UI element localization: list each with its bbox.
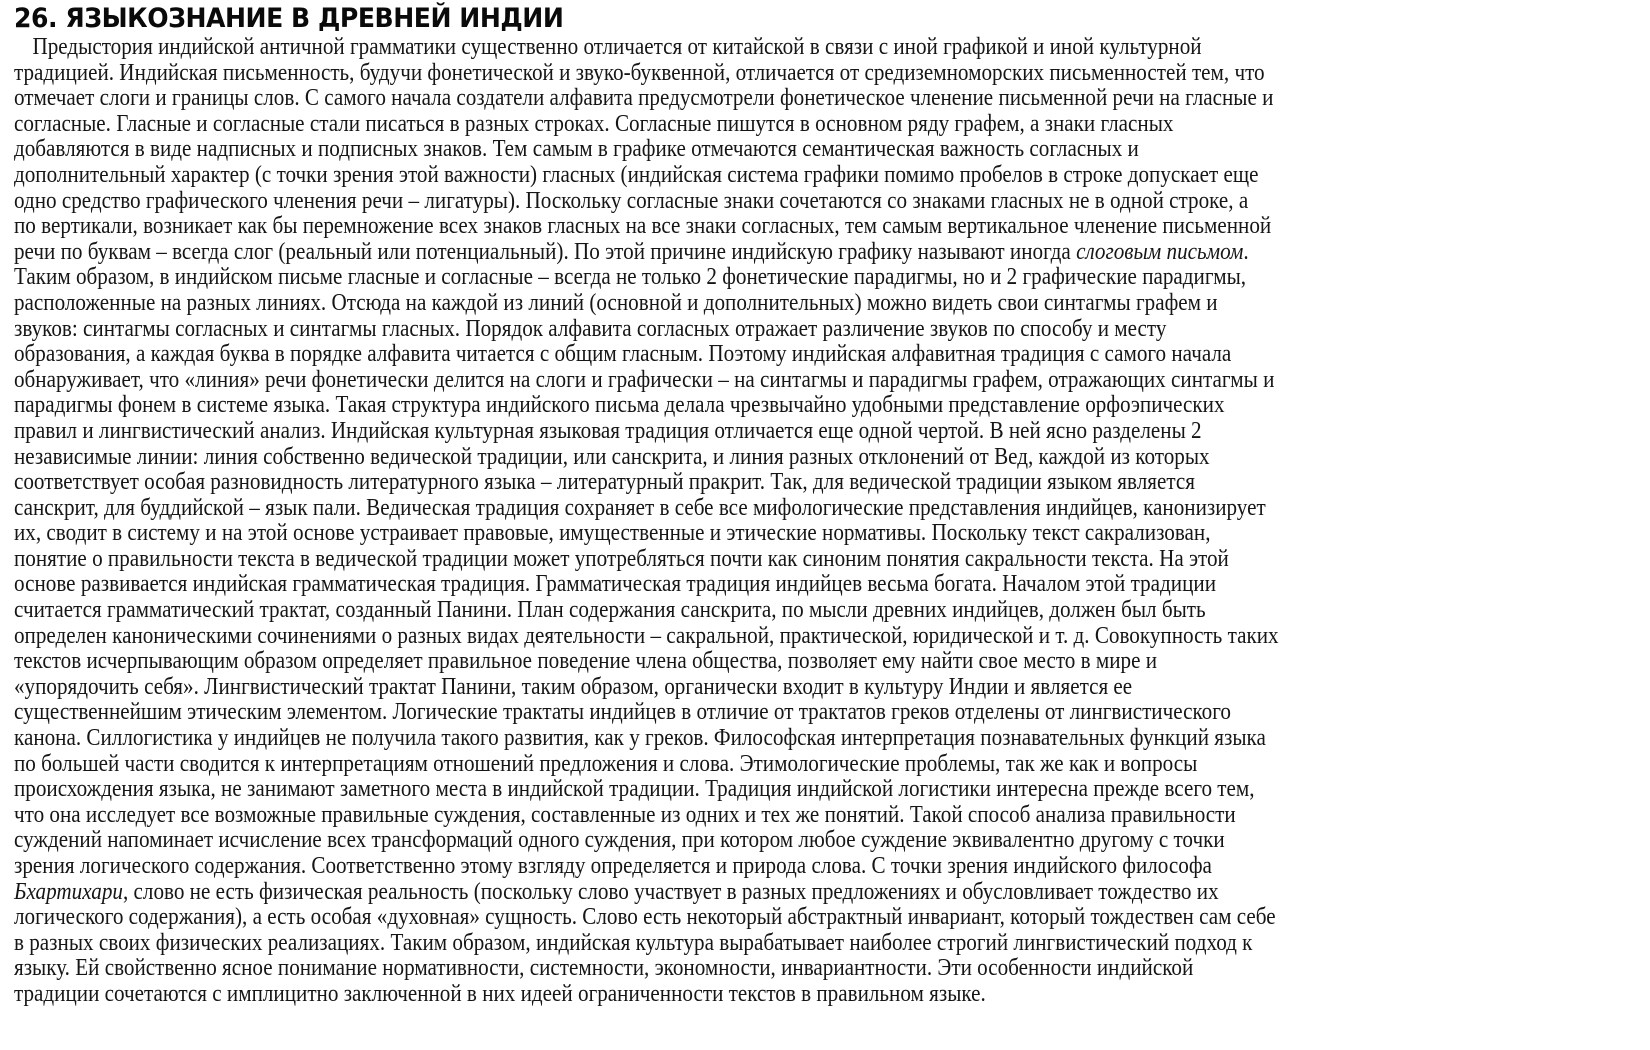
section-heading: 26. ЯЗЫКОЗНАНИЕ В ДРЕВНЕЙ ИНДИИ: [14, 3, 564, 34]
text-line: образования, а каждая буква в порядке алфавита читается с общим гласным. Поэтому индийская алфавитная традиция с самого начала: [14, 341, 1232, 368]
text-line: традицией. Индийская письменность, будучи фонетической и звуко-буквенной, отличается от средиземноморских письменностей тем, что: [14, 59, 1265, 86]
text-line: основе развивается индийская грамматическая традиция. Грамматическая традиция индийцев весьма богата. Началом этой традиции: [14, 571, 1217, 598]
text-line: традиции сочетаются с имплицитно заключенной в них идеей ограниченности текстов в правильном языке.: [14, 980, 986, 1007]
text-line: по большей части сводится к интерпретациям отношений предложения и слова. Этимологические проблемы, так же как и вопросы: [14, 750, 1198, 777]
text-line: считается грамматический трактат, созданный Панини. План содержания санскрита, по мысли древних индийцев, должен был быть: [14, 597, 1206, 624]
paragraph: [14, 35, 1644, 1008]
text-line: определен каноническими сочинениями о разных видах деятельности – сакральной, практической, юридической и т. д. Совокупность таких: [14, 622, 1279, 649]
text-line: правил и лингвистический анализ. Индийская культурная языковая традиция отличается еще одной чертой. В ней ясно разделены 2: [14, 417, 1202, 444]
text-line: существеннейшим этическим элементом. Логические трактаты индийцев в отличие от трактатов греков отделены от лингвистического: [14, 699, 1231, 726]
text-line: санскрит, для буддийской – язык пали. Ведическая традиция сохраняет в себе все мифологические представления индийцев, канонизирует: [14, 494, 1266, 521]
text-line: звуков: синтагмы согласных и синтагмы гласных. Порядок алфавита согласных отражает различение звуков по способу и месту: [14, 315, 1167, 342]
text-line: парадигмы фонем в системе языка. Такая структура индийского письма делала чрезвычайно удобными представление орфоэпических: [14, 392, 1225, 419]
text-line: независимые линии: линия собственно ведической традиции, или санскрита, и линия разных отклонений от Вед, каждой из которых: [14, 443, 1210, 470]
text-line: речи по буквам – всегда слог (реальный или потенциальный). По этой причине индийскую графику называют иногда слоговым письмом.: [14, 238, 1249, 265]
text-line: расположенные на разных линиях. Отсюда на каждой из линий (основной и дополнительных) можно видеть свои синтагмы графем и: [14, 289, 1218, 316]
text-line: Таким образом, в индийском письме гласные и согласные – всегда не только 2 фонетические парадигмы, но и 2 графические парадигмы,: [14, 264, 1247, 291]
text-line: в разных своих физических реализациях. Таким образом, индийская культура вырабатывает наиболее строгий лингвистический подход к: [14, 929, 1253, 956]
italic-term: Бхартихари: [14, 878, 123, 905]
text-line: по вертикали, возникает как бы перемножение всех знаков гласных на все знаки согласных, тем самым вертикальное членение письменной: [14, 213, 1272, 240]
text-line: суждений напоминает исчисление всех трансформаций одного суждения, при котором любое суждение эквивалентно другому с точки: [14, 827, 1225, 854]
text-line: зрения логического содержания. Соответственно этому взгляду определяется и природа слова. С точки зрения индийского философа: [14, 853, 1212, 879]
text-line: обнаруживает, что «линия» речи фонетически делится на слоги и графически – на синтагмы и парадигмы графем, отражающих синтагмы и: [14, 366, 1275, 393]
text-line: понятие о правильности текста в ведической традиции может употребляться почти как синоним понятия сакральности текста. На этой: [14, 545, 1229, 572]
text-line: логического содержания), а есть особая «духовная» сущность. Слово есть некоторый абстрактный инвариант, который тождествен сам себе: [14, 904, 1276, 931]
text-line: «упорядочить себя». Лингвистический трактат Панини, таким образом, органически входит в культуру Индии и является ее: [14, 673, 1133, 700]
italic-term: слоговым письмом: [1076, 238, 1244, 265]
text-line: дополнительный характер (с точки зрения этой важности) гласных (индийская система графики помимо пробелов в строке допускает еще: [14, 161, 1259, 188]
text-line: добавляются в виде надписных и подписных знаков. Тем самым в графике отмечаются семантическая важность согласных и: [14, 136, 1139, 163]
text-line: согласные. Гласные и согласные стали писаться в разных строках. Согласные пишутся в основном ряду графем, а знаки гласных: [14, 110, 1174, 137]
text-line: происхождения языка, не занимают заметного места в индийской традиции. Традиция индийской логистики интересна прежде всего тем,: [14, 776, 1255, 803]
text-line: текстов исчерпывающим образом определяет правильное поведение члена общества, позволяет ему найти свое место в мире и: [14, 648, 1158, 675]
text-line: Предыстория индийской античной грамматики существенно отличается от китайской в связи с иной графикой и иной культурной: [32, 34, 1202, 60]
text-line: что она исследует все возможные правильные суждения, составленные из одних и тех же понятий. Такой способ анализа правильности: [14, 801, 1236, 828]
text-line: их, сводит в систему и на этой основе устраивает правовые, имущественные и этические нормативы. Поскольку текст сакрализован,: [14, 520, 1211, 547]
text-line: отмечает слоги и границы слов. С самого начала создатели алфавита предусмотрели фонетическое членение письменной речи на гласные и: [14, 85, 1274, 112]
text-line: соответствует особая разновидность литературного языка – литературный пракрит. Так, для ведической традиции языком является: [14, 469, 1195, 496]
text-line: одно средство графического членения речи – лигатуры). Поскольку согласные знаки сочетаются со знаками гласных не в одной строке, а: [14, 187, 1249, 214]
text-line: языку. Ей свойственно ясное понимание нормативности, системности, экономности, инвариантности. Эти особенности индийской: [14, 955, 1194, 982]
text-line: канона. Силлогистика у индийцев не получила такого развития, как у греков. Философская интерпретация познавательных функций языка: [14, 725, 1266, 752]
text-line: Бхартихари, слово не есть физическая реальность (поскольку слово участвует в разных предложениях и обусловливает тождество их: [14, 878, 1219, 905]
